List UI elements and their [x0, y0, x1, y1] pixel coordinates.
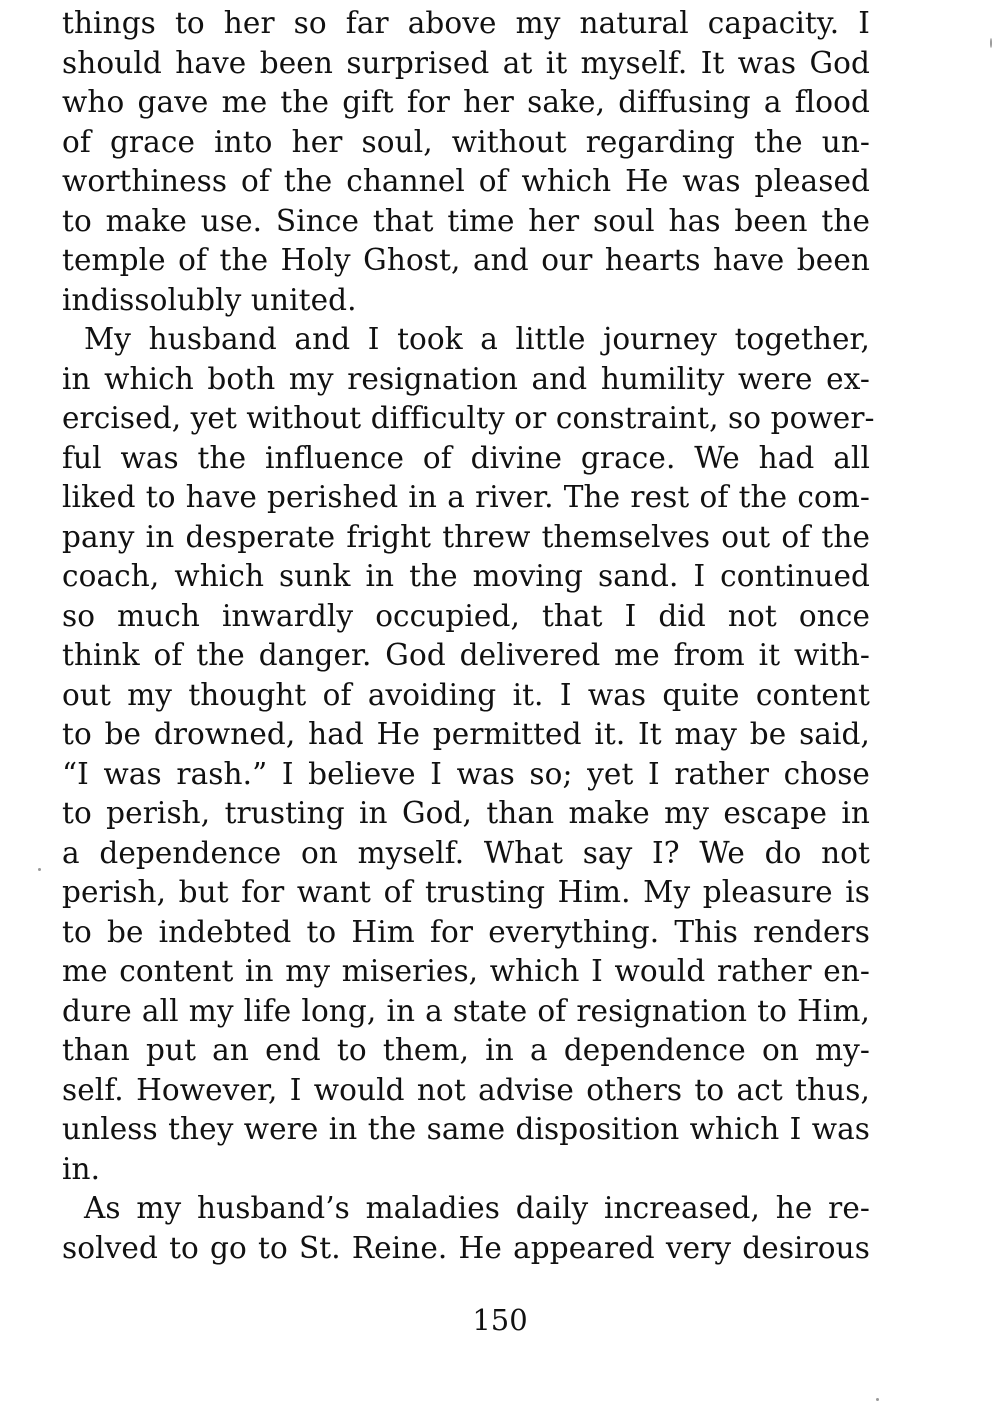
text-line: unless they were in the same disposition which I was	[62, 1112, 870, 1146]
text-line: a dependence on myself. What say I? We do not	[62, 835, 870, 870]
page-body-text	[62, 4, 875, 1268]
text-line: than put an end to them, in a dependence on my-	[62, 1033, 870, 1067]
text-line: perish, but for want of trusting Him. My pleasure is	[62, 875, 870, 909]
text-line: to be indebted to Him for everything. This renders	[62, 914, 870, 949]
text-line: to be drowned, had He permitted it. It may be said,	[62, 717, 870, 751]
paragraph	[62, 320, 875, 1189]
text-line: in which both my resignation and humility were ex-	[62, 361, 870, 396]
text-line: indissolubly united.	[62, 282, 357, 317]
text-line: coach, which sunk in the moving sand. I continued	[62, 559, 870, 593]
text-line: My husband and I took a little journey together,	[84, 322, 870, 356]
scan-speck	[990, 38, 992, 48]
paragraph	[62, 1189, 870, 1268]
scan-speck	[38, 868, 41, 871]
text-line: so much inwardly occupied, that I did not once	[62, 598, 870, 633]
text-line: self. However, I would not advise others to act thus,	[62, 1072, 870, 1107]
text-line: in.	[62, 1151, 101, 1186]
text-line: ful was the influence of divine grace. We had all	[62, 440, 870, 475]
text-line: think of the danger. God delivered me from it with-	[62, 638, 870, 672]
text-line: of grace into her soul, without regarding the un-	[62, 124, 870, 159]
text-line: dure all my life long, in a state of resignation to Him,	[62, 993, 870, 1028]
text-line: things to her so far above my natural capacity. I	[62, 6, 870, 40]
text-line: worthiness of the channel of which He was pleased	[62, 164, 870, 198]
text-line: out my thought of avoiding it. I was quite content	[62, 677, 870, 712]
text-line: “I was rash.” I believe I was so; yet I rather chose	[62, 756, 870, 791]
text-line: temple of the Holy Ghost, and our hearts have been	[62, 243, 870, 277]
text-line: who gave me the gift for her sake, diffusing a flood	[62, 85, 870, 119]
scan-speck	[876, 1398, 879, 1401]
paragraph	[62, 4, 870, 320]
text-line: should have been surprised at it myself. It was God	[62, 45, 870, 80]
text-line: pany in desperate fright threw themselves out of the	[62, 519, 870, 554]
text-line: to make use. Since that time her soul has been the	[62, 203, 870, 238]
text-line: to perish, trusting in God, than make my escape in	[62, 796, 870, 830]
text-line: As my husband’s maladies daily increased, he re-	[84, 1191, 870, 1225]
page-number: 150	[472, 1303, 528, 1337]
text-line: solved to go to St. Reine. He appeared very desirous	[62, 1230, 870, 1265]
text-line: ercised, yet without difficulty or constraint, so power-	[62, 401, 875, 435]
text-line: me content in my miseries, which I would rather en-	[62, 954, 870, 988]
text-line: liked to have perished in a river. The rest of the com-	[62, 480, 870, 514]
